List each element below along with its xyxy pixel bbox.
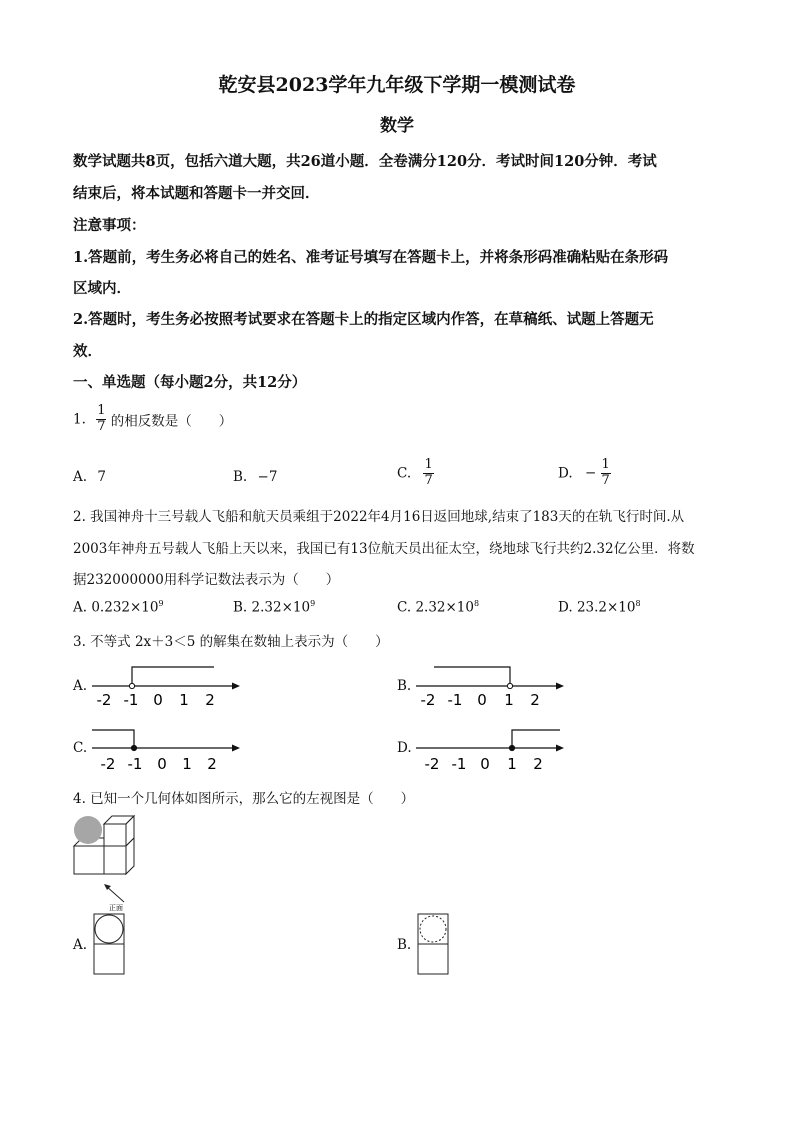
q2-option-c[interactable] xyxy=(397,599,479,616)
solution-bracket xyxy=(512,730,560,748)
q2-option-d[interactable] xyxy=(558,599,641,616)
tick-label-0: 0 xyxy=(477,691,487,709)
tick-label-1: 1 xyxy=(504,691,514,709)
q1-option-c-numerator: 1 xyxy=(424,457,433,472)
q3-option-a-label[interactable]: A. xyxy=(73,678,88,694)
q4-option-b-figure xyxy=(416,912,452,976)
q2-line-2: 2003年神舟五号载人飞船上天以来，我国已有13位航天员出征太空，绕地球飞行共约2.32亿公里．将数 xyxy=(73,541,695,557)
axis-arrow xyxy=(556,683,564,690)
tick-label-neg2: -2 xyxy=(96,691,112,709)
q2-option-a-exponent: 9 xyxy=(158,599,164,608)
q4-option-a-figure xyxy=(92,912,128,976)
q2-option-b-label: B. xyxy=(233,599,248,616)
subject-title: 数学 xyxy=(380,116,414,136)
tick-label-neg2: -2 xyxy=(100,755,116,772)
q2-option-c-label: C. xyxy=(397,599,412,616)
q1-fraction-numerator: 1 xyxy=(97,403,106,418)
q1-option-d-numerator: 1 xyxy=(601,457,610,472)
q2-option-c-exponent: 8 xyxy=(474,599,480,608)
q4-option-b-label[interactable]: B. xyxy=(397,937,412,953)
solution-bracket xyxy=(132,667,214,686)
front-label: 正面 xyxy=(109,904,123,912)
q1-option-c-denominator: 7 xyxy=(424,472,433,488)
tick-label-neg2: -2 xyxy=(420,691,436,709)
q1-option-b-label: B. xyxy=(233,469,248,485)
q2-option-d-exponent: 8 xyxy=(635,599,641,608)
notes-item-1-line-1: 1.答题前，考生务必将自己的姓名、准考证号填写在答题卡上，并将条形码准确粘贴在条形码 xyxy=(73,249,669,266)
q1-option-c-fraction xyxy=(423,458,433,489)
open-point xyxy=(507,683,512,688)
intro-line-2: 结束后，将本试题和答题卡一并交回． xyxy=(73,185,320,202)
solution-bracket xyxy=(434,667,510,686)
tick-label-neg1: -1 xyxy=(451,755,467,772)
q4-option-a-label[interactable]: A. xyxy=(73,937,88,953)
notes-item-2-line-1: 2.答题时，考生务必按照考试要求在答题卡上的指定区域内作答，在草稿纸、试题上答题无 xyxy=(73,311,654,328)
q3-option-c-label[interactable]: C. xyxy=(73,740,88,756)
q3-option-a-number-line xyxy=(88,660,248,710)
q3-option-d-number-line xyxy=(412,722,572,772)
q2-option-a-label: A. xyxy=(73,599,88,616)
q1-option-d-fraction xyxy=(601,458,611,489)
q2-line-1: 2. 我国神舟十三号载人飞船和航天员乘组于2022年4月16日返回地球,结束了183天的在轨飞行时间.从 xyxy=(73,509,685,525)
tick-label-2: 2 xyxy=(530,691,540,709)
tick-label-2: 2 xyxy=(205,691,215,709)
view-direction-line xyxy=(106,886,124,902)
notes-item-2-line-2: 效． xyxy=(73,343,102,360)
tick-label-1: 1 xyxy=(507,755,517,772)
axis-arrow xyxy=(232,745,240,752)
tick-label-1: 1 xyxy=(179,691,189,709)
q1-option-c[interactable] xyxy=(397,458,434,489)
notes-item-1-line-2: 区域内． xyxy=(73,280,131,297)
closed-point xyxy=(509,745,514,750)
top-square xyxy=(94,914,124,944)
bottom-square xyxy=(418,944,448,974)
tick-label-neg1: -1 xyxy=(123,691,139,709)
q2-option-a-base: 0.232×10 xyxy=(91,599,159,616)
q2-option-b-exponent: 9 xyxy=(310,599,316,608)
q3-text: 3. 不等式 2x＋3＜5 的解集在数轴上表示为（ ） xyxy=(73,634,389,650)
tick-label-2: 2 xyxy=(533,755,543,772)
q1-option-d-denominator: 7 xyxy=(601,472,610,488)
q1-fraction-denominator: 7 xyxy=(97,418,106,434)
tick-label-neg1: -1 xyxy=(447,691,463,709)
closed-point xyxy=(131,745,136,750)
q1-text: 的相反数是（ ） xyxy=(110,413,233,430)
q1-number: 1. xyxy=(73,411,86,428)
sphere xyxy=(74,816,102,844)
q3-option-b-label[interactable]: B. xyxy=(397,678,412,694)
q2-option-b-base: 2.32×10 xyxy=(251,599,311,616)
q2-option-d-label: D. xyxy=(558,599,573,616)
q1-option-c-label: C. xyxy=(397,465,412,482)
q2-option-d-base: 23.2×10 xyxy=(576,599,636,616)
axis-arrow xyxy=(556,745,564,752)
q1-option-d-label: D. xyxy=(558,465,573,482)
q2-option-c-base: 2.32×10 xyxy=(415,599,474,616)
intro-line-1: 数学试题共8页，包括六道大题，共26道小题．全卷满分120分．考试时间120分钟．考试 xyxy=(73,153,657,170)
notes-heading: 注意事项： xyxy=(73,217,146,234)
q4-text: 4. 已知一个几何体如图所示，那么它的左视图是（ ） xyxy=(73,791,415,807)
tick-label-neg1: -1 xyxy=(127,755,143,772)
tick-label-0: 0 xyxy=(157,755,167,772)
solution-bracket xyxy=(92,730,134,748)
question-1 xyxy=(73,404,232,435)
q1-fraction xyxy=(96,404,106,435)
open-point xyxy=(129,683,134,688)
q2-line-3: 据232000000用科学记数法表示为（ ） xyxy=(73,572,340,588)
section-1-heading: 一、单选题（每小题2分，共12分） xyxy=(73,374,307,391)
tick-label-0: 0 xyxy=(153,691,163,709)
q1-option-d[interactable] xyxy=(558,458,611,489)
bottom-right-cube xyxy=(104,846,126,874)
axis-arrow xyxy=(232,683,240,690)
q1-option-a[interactable] xyxy=(73,469,106,485)
q2-option-a[interactable] xyxy=(73,599,164,616)
q3-option-b-number-line xyxy=(412,660,572,710)
tick-label-1: 1 xyxy=(182,755,192,772)
q1-option-b[interactable] xyxy=(233,469,277,485)
cube-front-face xyxy=(104,824,126,846)
q1-option-a-value: 7 xyxy=(97,469,106,485)
tick-label-0: 0 xyxy=(480,755,490,772)
q1-option-d-sign: − xyxy=(584,465,597,482)
q2-option-b[interactable] xyxy=(233,599,315,616)
q4-solid-figure xyxy=(70,810,140,912)
q3-option-c-number-line xyxy=(88,722,248,772)
page-title: 乾安县2023学年九年级下学期一模测试卷 xyxy=(218,74,576,96)
bottom-square xyxy=(94,944,124,974)
top-square xyxy=(418,914,448,944)
q1-option-a-label: A. xyxy=(73,469,88,485)
q1-option-b-value: −7 xyxy=(257,469,278,485)
tick-label-neg2: -2 xyxy=(424,755,440,772)
tick-label-2: 2 xyxy=(207,755,217,772)
q3-option-d-label[interactable]: D. xyxy=(397,740,412,756)
bottom-left-cube xyxy=(74,846,104,874)
